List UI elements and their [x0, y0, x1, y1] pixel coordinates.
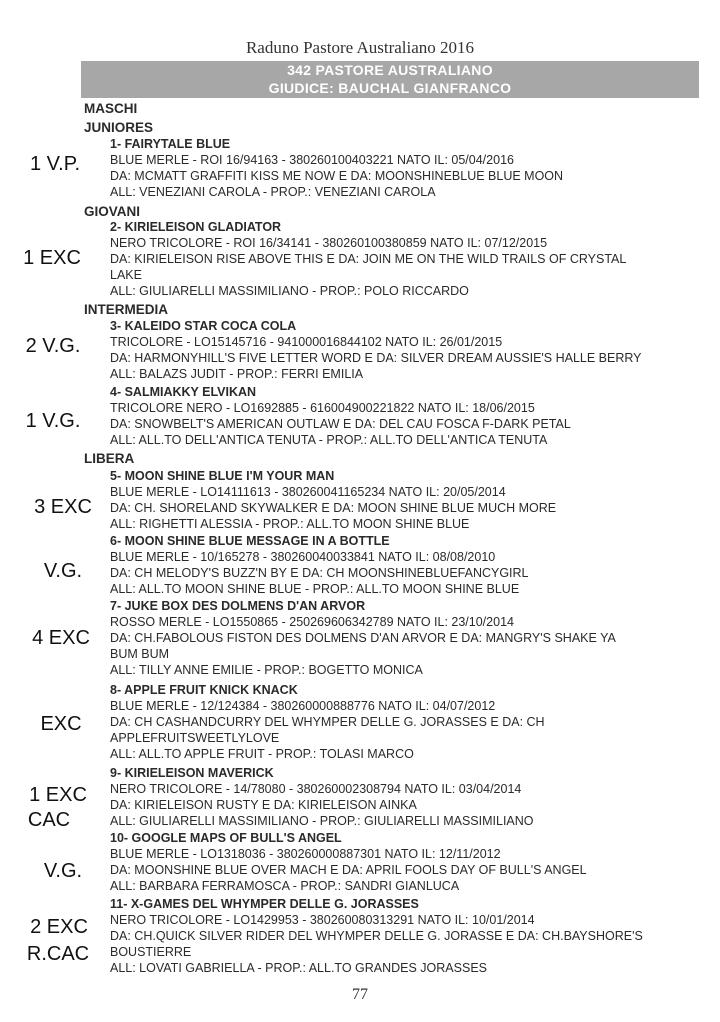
dog-line: DA: CH. SHORELAND SKYWALKER E DA: MOON SHINE BLUE MUCH MORE — [110, 501, 557, 515]
dog-line: LAKE — [110, 268, 142, 282]
dog-line: APPLEFRUITSWEETLYLOVE — [110, 731, 280, 745]
dog-title: 9- KIRIELEISON MAVERICK — [110, 766, 274, 780]
dog-line: BLUE MERLE - LO1318036 - 380260000887301 NATO IL: 12/11/2012 — [110, 847, 501, 861]
dog-title: 11- X-GAMES DEL WHYMPER DELLE G. JORASSES — [110, 897, 419, 911]
result-mark-2: R.CAC — [26, 943, 90, 965]
dog-line: ROSSO MERLE - LO1550865 - 250269606342789 NATO IL: 23/10/2014 — [110, 615, 514, 629]
result-mark: 3 EXC — [34, 496, 92, 518]
dog-title: 7- JUKE BOX DES DOLMENS D'AN ARVOR — [110, 599, 366, 613]
banner-judge: GIUDICE: BAUCHAL GIANFRANCO — [268, 80, 512, 96]
dog-line: DA: CH MELODY'S BUZZ'N BY E DA: CH MOONSHINEBLUEFANCYGIRL — [110, 566, 529, 580]
section-giovani: GIOVANI — [84, 204, 141, 219]
dog-line: BOUSTIERRE — [110, 945, 192, 959]
banner-breed: 342 PASTORE AUSTRALIANO — [287, 62, 493, 78]
dog-line: ALL: BALAZS JUDIT - PROP.: FERRI EMILIA — [110, 367, 364, 381]
dog-line: ALL: LOVATI GABRIELLA - PROP.: ALL.TO GRANDES JORASSES — [110, 961, 487, 975]
result-mark-2: CAC — [27, 809, 71, 831]
dog-line: ALL: ALL.TO APPLE FRUIT - PROP.: TOLASI MARCO — [110, 747, 414, 761]
dog-line: TRICOLORE NERO - LO1692885 - 616004900221822 NATO IL: 18/06/2015 — [110, 401, 535, 415]
dog-line: DA: MOONSHINE BLUE OVER MACH E DA: APRIL FOOLS DAY OF BULL'S ANGEL — [110, 863, 587, 877]
dog-title: 2- KIRIELEISON GLADIATOR — [110, 220, 282, 234]
dog-line: ALL: RIGHETTI ALESSIA - PROP.: ALL.TO MOON SHINE BLUE — [110, 517, 470, 531]
dog-line: BLUE MERLE - ROI 16/94163 - 380260100403221 NATO IL: 05/04/2016 — [110, 153, 514, 167]
result-mark: 1 V.P. — [29, 153, 81, 175]
dog-line: BUM BUM — [110, 647, 170, 661]
dog-title: 6- MOON SHINE BLUE MESSAGE IN A BOTTLE — [110, 534, 390, 548]
dog-line: ALL: GIULIARELLI MASSIMILIANO - PROP.: POLO RICCARDO — [110, 284, 469, 298]
result-mark: 1 EXC — [29, 784, 87, 806]
dog-line: ALL: ALL.TO MOON SHINE BLUE - PROP.: ALL.TO MOON SHINE BLUE — [110, 582, 520, 596]
dog-line: NERO TRICOLORE - 14/78080 - 380260002308794 NATO IL: 03/04/2014 — [110, 782, 522, 796]
page-number: 77 — [352, 986, 368, 1003]
dog-title: 10- GOOGLE MAPS OF BULL'S ANGEL — [110, 831, 342, 845]
dog-line: BLUE MERLE - 10/165278 - 380260040033841 NATO IL: 08/08/2010 — [110, 550, 496, 564]
result-mark: 2 EXC — [30, 916, 88, 938]
dog-title: 5- MOON SHINE BLUE I'M YOUR MAN — [110, 469, 335, 483]
section-maschi: MASCHI — [84, 101, 138, 116]
dog-title: 3- KALEIDO STAR COCA COLA — [110, 319, 297, 333]
dog-line: BLUE MERLE - 12/124384 - 380260000888776 NATO IL: 04/07/2012 — [110, 699, 496, 713]
dog-line: BLUE MERLE - LO14111613 - 380260041165234 NATO IL: 20/05/2014 — [110, 485, 506, 499]
dog-line: ALL: BARBARA FERRAMOSCA - PROP.: SANDRI GIANLUCA — [110, 879, 460, 893]
result-mark: 2 V.G. — [25, 335, 81, 357]
document-title: Raduno Pastore Australiano 2016 — [245, 38, 475, 57]
dog-line: DA: CH CASHANDCURRY DEL WHYMPER DELLE G. JORASSES E DA: CH — [110, 715, 545, 729]
dog-line: TRICOLORE - LO15145716 - 941000016844102 NATO IL: 26/01/2015 — [110, 335, 503, 349]
result-mark: V.G. — [43, 560, 83, 582]
result-mark: V.G. — [43, 860, 83, 882]
dog-line: NERO TRICOLORE - ROI 16/34141 - 380260100380859 NATO IL: 07/12/2015 — [110, 236, 548, 250]
section-libera: LIBERA — [84, 451, 135, 466]
section-juniores: JUNIORES — [84, 120, 154, 135]
result-mark: EXC — [40, 713, 82, 735]
section-intermedia: INTERMEDIA — [84, 302, 168, 317]
dog-line: DA: KIRIELEISON RUSTY E DA: KIRIELEISON AINKA — [110, 798, 417, 812]
dog-line: DA: HARMONYHILL'S FIVE LETTER WORD E DA: SILVER DREAM AUSSIE'S HALLE BERRY — [110, 351, 642, 365]
result-mark: 1 V.G. — [25, 410, 81, 432]
dog-line: DA: MCMATT GRAFFITI KISS ME NOW E DA: MOONSHINEBLUE BLUE MOON — [110, 169, 564, 183]
dog-line: DA: SNOWBELT'S AMERICAN OUTLAW E DA: DEL CAU FOSCA F-DARK PETAL — [110, 417, 571, 431]
dog-line: ALL: TILLY ANNE EMILIE - PROP.: BOGETTO MONICA — [110, 663, 423, 677]
dog-title: 1- FAIRYTALE BLUE — [110, 137, 231, 151]
result-mark: 4 EXC — [32, 627, 90, 649]
dog-line: NERO TRICOLORE - LO1429953 - 380260080313291 NATO IL: 10/01/2014 — [110, 913, 535, 927]
dog-line: ALL: VENEZIANI CAROLA - PROP.: VENEZIANI CAROLA — [110, 185, 436, 199]
dog-line: ALL: ALL.TO DELL'ANTICA TENUTA - PROP.: ALL.TO DELL'ANTICA TENUTA — [110, 433, 548, 447]
dog-title: 4- SALMIAKKY ELVIKAN — [110, 385, 257, 399]
result-mark: 1 EXC — [23, 247, 81, 269]
dog-line: ALL: GIULIARELLI MASSIMILIANO - PROP.: GIULIARELLI MASSIMILIANO — [110, 814, 534, 828]
dog-line: DA: CH.QUICK SILVER RIDER DEL WHYMPER DELLE G. JORASSE E DA: CH.BAYSHORE'S — [110, 929, 643, 943]
dog-title: 8- APPLE FRUIT KNICK KNACK — [110, 683, 298, 697]
dog-line: DA: CH.FABOLOUS FISTON DES DOLMENS D'AN ARVOR E DA: MANGRY'S SHAKE YA — [110, 631, 616, 645]
dog-line: DA: KIRIELEISON RISE ABOVE THIS E DA: JOIN ME ON THE WILD TRAILS OF CRYSTAL — [110, 252, 627, 266]
breed-banner — [81, 61, 699, 98]
